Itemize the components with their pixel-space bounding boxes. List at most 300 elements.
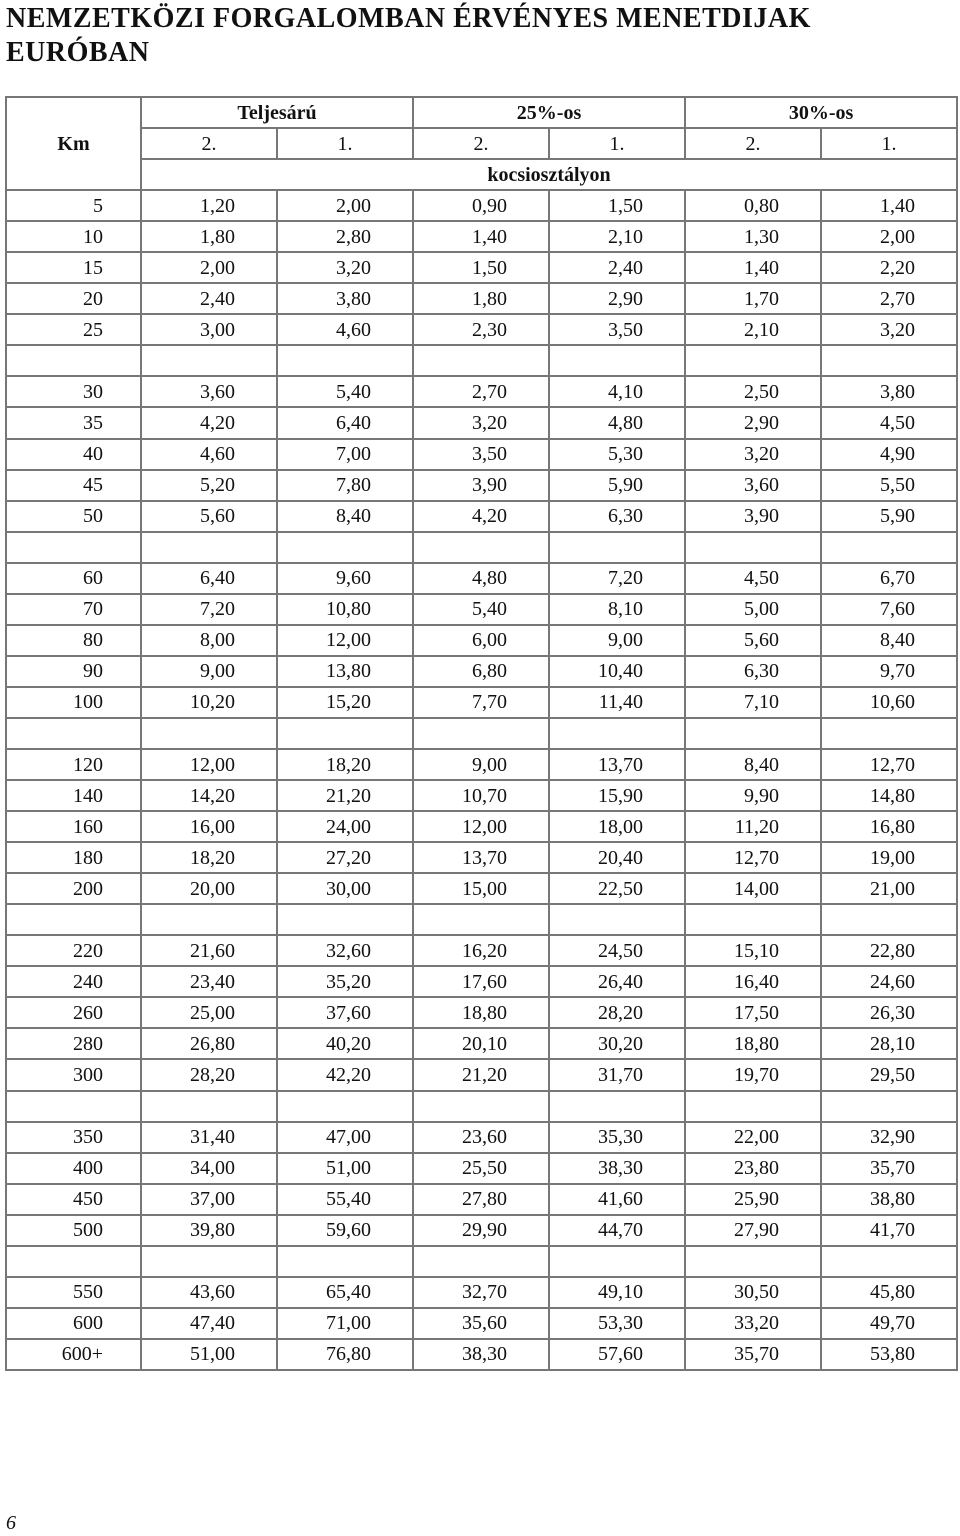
page-title — [6, 2, 906, 70]
fare-cell: 24,00 — [277, 811, 413, 842]
fare-cell: 47,40 — [141, 1308, 277, 1339]
fare-table — [5, 96, 958, 1371]
fare-cell: 20,10 — [413, 1028, 549, 1059]
fare-cell: 35,20 — [277, 966, 413, 997]
km-cell: 90 — [6, 656, 141, 687]
fare-cell: 16,20 — [413, 935, 549, 966]
fare-cell: 29,50 — [821, 1059, 957, 1090]
fare-cell: 24,60 — [821, 966, 957, 997]
fare-cell: 26,80 — [141, 1028, 277, 1059]
fare-cell: 23,40 — [141, 966, 277, 997]
fare-cell: 51,00 — [141, 1339, 277, 1370]
fare-cell: 0,80 — [685, 190, 821, 221]
fare-cell: 8,40 — [277, 501, 413, 532]
km-cell: 500 — [6, 1215, 141, 1246]
fare-cell: 28,10 — [821, 1028, 957, 1059]
fare-cell: 28,20 — [141, 1059, 277, 1090]
table-row — [6, 1339, 957, 1370]
fare-cell: 21,20 — [277, 780, 413, 811]
fare-cell: 4,20 — [141, 407, 277, 438]
table-spacer-row — [6, 904, 957, 935]
fare-cell: 4,80 — [549, 407, 685, 438]
spacer-cell — [6, 532, 141, 563]
class-header-25-1: 1. — [549, 128, 685, 159]
fare-cell: 43,60 — [141, 1277, 277, 1308]
fare-cell: 47,00 — [277, 1122, 413, 1153]
table-row — [6, 439, 957, 470]
fare-cell: 18,80 — [685, 1028, 821, 1059]
fare-cell: 35,70 — [821, 1153, 957, 1184]
fare-cell: 7,00 — [277, 439, 413, 470]
km-cell: 50 — [6, 501, 141, 532]
km-cell: 550 — [6, 1277, 141, 1308]
fare-cell: 42,20 — [277, 1059, 413, 1090]
fare-cell: 1,30 — [685, 221, 821, 252]
fare-cell: 3,90 — [413, 470, 549, 501]
spacer-cell — [549, 904, 685, 935]
fare-cell: 10,60 — [821, 687, 957, 718]
km-cell: 260 — [6, 997, 141, 1028]
km-cell: 25 — [6, 314, 141, 345]
fare-cell: 2,40 — [549, 252, 685, 283]
spacer-cell — [413, 345, 549, 376]
fare-class-header-row — [6, 128, 957, 159]
fare-table-body — [6, 97, 957, 1370]
spacer-cell — [277, 1091, 413, 1122]
fare-cell: 9,00 — [549, 625, 685, 656]
fare-cell: 41,70 — [821, 1215, 957, 1246]
km-cell: 10 — [6, 221, 141, 252]
fare-cell: 5,40 — [413, 594, 549, 625]
fare-cell: 25,90 — [685, 1184, 821, 1215]
table-row — [6, 563, 957, 594]
spacer-cell — [413, 1246, 549, 1277]
group-header-full-price: Teljesárú — [141, 97, 413, 128]
km-cell: 280 — [6, 1028, 141, 1059]
table-row — [6, 842, 957, 873]
fare-cell: 2,20 — [821, 252, 957, 283]
fare-cell: 9,00 — [413, 749, 549, 780]
class-header-25-2: 2. — [413, 128, 549, 159]
table-row — [6, 283, 957, 314]
fare-cell: 2,80 — [277, 221, 413, 252]
table-row — [6, 1153, 957, 1184]
fare-cell: 8,40 — [821, 625, 957, 656]
spacer-cell — [821, 718, 957, 749]
fare-cell: 30,50 — [685, 1277, 821, 1308]
table-row — [6, 625, 957, 656]
fare-cell: 0,90 — [413, 190, 549, 221]
table-row — [6, 407, 957, 438]
fare-cell: 55,40 — [277, 1184, 413, 1215]
fare-cell: 14,20 — [141, 780, 277, 811]
fare-cell: 10,70 — [413, 780, 549, 811]
fare-cell: 18,80 — [413, 997, 549, 1028]
km-cell: 450 — [6, 1184, 141, 1215]
fare-cell: 12,00 — [413, 811, 549, 842]
km-cell: 350 — [6, 1122, 141, 1153]
fare-cell: 2,70 — [413, 376, 549, 407]
fare-cell: 21,20 — [413, 1059, 549, 1090]
fare-cell: 3,80 — [277, 283, 413, 314]
class-header-full-2: 2. — [141, 128, 277, 159]
fare-cell: 10,80 — [277, 594, 413, 625]
fare-cell: 39,80 — [141, 1215, 277, 1246]
fare-cell: 34,00 — [141, 1153, 277, 1184]
fare-cell: 5,60 — [685, 625, 821, 656]
fare-cell: 5,20 — [141, 470, 277, 501]
spacer-cell — [413, 532, 549, 563]
table-row — [6, 1028, 957, 1059]
spacer-cell — [141, 1246, 277, 1277]
spacer-cell — [277, 1246, 413, 1277]
table-row — [6, 376, 957, 407]
spacer-cell — [413, 718, 549, 749]
fare-cell: 2,90 — [549, 283, 685, 314]
fare-cell: 14,00 — [685, 873, 821, 904]
page-title-line-2: EURÓBAN — [6, 37, 150, 68]
table-row — [6, 470, 957, 501]
fare-cell: 33,20 — [685, 1308, 821, 1339]
fare-cell: 4,80 — [413, 563, 549, 594]
fare-cell: 4,50 — [821, 407, 957, 438]
spacer-cell — [821, 345, 957, 376]
fare-cell: 35,70 — [685, 1339, 821, 1370]
fare-cell: 9,60 — [277, 563, 413, 594]
km-cell: 15 — [6, 252, 141, 283]
fare-cell: 38,30 — [549, 1153, 685, 1184]
fare-cell: 7,20 — [549, 563, 685, 594]
fare-cell: 40,20 — [277, 1028, 413, 1059]
km-cell: 5 — [6, 190, 141, 221]
fare-cell: 6,30 — [685, 656, 821, 687]
table-row — [6, 190, 957, 221]
fare-cell: 2,10 — [685, 314, 821, 345]
spacer-cell — [549, 532, 685, 563]
spacer-cell — [277, 718, 413, 749]
fare-cell: 12,00 — [141, 749, 277, 780]
spacer-cell — [277, 904, 413, 935]
fare-cell: 27,20 — [277, 842, 413, 873]
spacer-cell — [685, 904, 821, 935]
fare-cell: 18,20 — [141, 842, 277, 873]
fare-cell: 29,90 — [413, 1215, 549, 1246]
fare-cell: 7,80 — [277, 470, 413, 501]
fare-cell: 15,00 — [413, 873, 549, 904]
spacer-cell — [277, 532, 413, 563]
fare-cell: 3,50 — [413, 439, 549, 470]
class-header-30-2: 2. — [685, 128, 821, 159]
fare-cell: 6,80 — [413, 656, 549, 687]
fare-cell: 59,60 — [277, 1215, 413, 1246]
fare-cell: 3,20 — [277, 252, 413, 283]
fare-cell: 27,80 — [413, 1184, 549, 1215]
km-cell: 160 — [6, 811, 141, 842]
fare-cell: 1,50 — [549, 190, 685, 221]
spacer-cell — [413, 904, 549, 935]
fare-cell: 3,60 — [685, 470, 821, 501]
table-row — [6, 935, 957, 966]
fare-cell: 10,20 — [141, 687, 277, 718]
fare-cell: 6,00 — [413, 625, 549, 656]
fare-cell: 53,30 — [549, 1308, 685, 1339]
km-header-spacer — [6, 97, 141, 128]
fare-cell: 1,80 — [413, 283, 549, 314]
spacer-cell — [6, 1246, 141, 1277]
km-cell: 100 — [6, 687, 141, 718]
fare-cell: 4,10 — [549, 376, 685, 407]
table-spacer-row — [6, 1091, 957, 1122]
fare-cell: 16,00 — [141, 811, 277, 842]
table-row — [6, 1059, 957, 1090]
fare-cell: 5,60 — [141, 501, 277, 532]
km-cell: 45 — [6, 470, 141, 501]
fare-cell: 21,00 — [821, 873, 957, 904]
table-row — [6, 1215, 957, 1246]
fare-cell: 11,20 — [685, 811, 821, 842]
fare-cell: 57,60 — [549, 1339, 685, 1370]
table-spacer-row — [6, 718, 957, 749]
fare-cell: 8,00 — [141, 625, 277, 656]
km-cell: 600+ — [6, 1339, 141, 1370]
spacer-cell — [413, 1091, 549, 1122]
fare-cell: 2,50 — [685, 376, 821, 407]
fare-cell: 12,00 — [277, 625, 413, 656]
fare-cell: 37,60 — [277, 997, 413, 1028]
fare-cell: 5,00 — [685, 594, 821, 625]
table-row — [6, 221, 957, 252]
spacer-cell — [549, 718, 685, 749]
km-cell: 140 — [6, 780, 141, 811]
fare-cell: 19,00 — [821, 842, 957, 873]
table-row — [6, 780, 957, 811]
fare-cell: 7,20 — [141, 594, 277, 625]
fare-cell: 10,40 — [549, 656, 685, 687]
fare-cell: 2,00 — [821, 221, 957, 252]
fare-cell: 65,40 — [277, 1277, 413, 1308]
fare-cell: 16,80 — [821, 811, 957, 842]
spacer-cell — [821, 1091, 957, 1122]
fare-cell: 7,70 — [413, 687, 549, 718]
fare-cell: 13,70 — [549, 749, 685, 780]
km-cell: 20 — [6, 283, 141, 314]
fare-cell: 24,50 — [549, 935, 685, 966]
table-row — [6, 873, 957, 904]
table-row — [6, 966, 957, 997]
fare-cell: 6,30 — [549, 501, 685, 532]
fare-cell: 76,80 — [277, 1339, 413, 1370]
fare-cell: 9,90 — [685, 780, 821, 811]
km-cell: 400 — [6, 1153, 141, 1184]
fare-class-label-row — [6, 159, 957, 190]
fare-cell: 16,40 — [685, 966, 821, 997]
km-header-spacer-bottom — [6, 159, 141, 190]
fare-cell: 3,90 — [685, 501, 821, 532]
spacer-cell — [685, 1246, 821, 1277]
km-cell: 30 — [6, 376, 141, 407]
km-cell: 40 — [6, 439, 141, 470]
spacer-cell — [685, 345, 821, 376]
fare-cell: 53,80 — [821, 1339, 957, 1370]
fare-cell: 1,40 — [413, 221, 549, 252]
spacer-cell — [821, 1246, 957, 1277]
spacer-cell — [549, 1246, 685, 1277]
spacer-cell — [6, 718, 141, 749]
fare-cell: 17,50 — [685, 997, 821, 1028]
spacer-cell — [685, 1091, 821, 1122]
fare-cell: 9,00 — [141, 656, 277, 687]
fare-cell: 11,40 — [549, 687, 685, 718]
fare-cell: 13,80 — [277, 656, 413, 687]
fare-cell: 49,70 — [821, 1308, 957, 1339]
fare-cell: 32,60 — [277, 935, 413, 966]
fare-cell: 2,30 — [413, 314, 549, 345]
fare-cell: 5,30 — [549, 439, 685, 470]
fare-cell: 4,90 — [821, 439, 957, 470]
km-cell: 120 — [6, 749, 141, 780]
fare-cell: 12,70 — [685, 842, 821, 873]
km-cell: 220 — [6, 935, 141, 966]
fare-cell: 12,70 — [821, 749, 957, 780]
fare-cell: 19,70 — [685, 1059, 821, 1090]
fare-cell: 6,70 — [821, 563, 957, 594]
fare-cell: 5,90 — [821, 501, 957, 532]
fare-cell: 1,20 — [141, 190, 277, 221]
km-cell: 70 — [6, 594, 141, 625]
spacer-cell — [549, 345, 685, 376]
fare-cell: 44,70 — [549, 1215, 685, 1246]
fare-cell: 26,30 — [821, 997, 957, 1028]
spacer-cell — [821, 904, 957, 935]
fare-cell: 38,80 — [821, 1184, 957, 1215]
fare-cell: 8,40 — [685, 749, 821, 780]
fare-cell: 9,70 — [821, 656, 957, 687]
fare-cell: 6,40 — [277, 407, 413, 438]
fare-cell: 3,60 — [141, 376, 277, 407]
fare-cell: 32,90 — [821, 1122, 957, 1153]
fare-cell: 15,90 — [549, 780, 685, 811]
fare-cell: 2,00 — [277, 190, 413, 221]
fare-cell: 30,00 — [277, 873, 413, 904]
table-row — [6, 687, 957, 718]
fare-cell: 1,70 — [685, 283, 821, 314]
fare-cell: 20,40 — [549, 842, 685, 873]
spacer-cell — [549, 1091, 685, 1122]
spacer-cell — [141, 718, 277, 749]
fare-cell: 71,00 — [277, 1308, 413, 1339]
fare-group-header-row — [6, 97, 957, 128]
table-row — [6, 997, 957, 1028]
fare-cell: 13,70 — [413, 842, 549, 873]
fare-cell: 41,60 — [549, 1184, 685, 1215]
table-row — [6, 1122, 957, 1153]
fare-cell: 45,80 — [821, 1277, 957, 1308]
km-cell: 80 — [6, 625, 141, 656]
fare-cell: 15,20 — [277, 687, 413, 718]
fare-cell: 22,80 — [821, 935, 957, 966]
fare-cell: 1,40 — [685, 252, 821, 283]
fare-cell: 3,80 — [821, 376, 957, 407]
fare-cell: 30,20 — [549, 1028, 685, 1059]
fare-cell: 18,20 — [277, 749, 413, 780]
fare-cell: 3,20 — [821, 314, 957, 345]
fare-cell: 23,60 — [413, 1122, 549, 1153]
fare-cell: 22,00 — [685, 1122, 821, 1153]
fare-cell: 20,00 — [141, 873, 277, 904]
fare-cell: 1,80 — [141, 221, 277, 252]
fare-cell: 4,60 — [141, 439, 277, 470]
spacer-cell — [277, 345, 413, 376]
fare-cell: 5,90 — [549, 470, 685, 501]
km-cell: 300 — [6, 1059, 141, 1090]
km-cell: 35 — [6, 407, 141, 438]
fare-cell: 35,60 — [413, 1308, 549, 1339]
fare-cell: 3,50 — [549, 314, 685, 345]
fare-cell: 51,00 — [277, 1153, 413, 1184]
table-row — [6, 252, 957, 283]
class-header-30-1: 1. — [821, 128, 957, 159]
fare-cell: 1,40 — [821, 190, 957, 221]
km-cell: 180 — [6, 842, 141, 873]
table-spacer-row — [6, 345, 957, 376]
table-row — [6, 811, 957, 842]
spacer-cell — [821, 532, 957, 563]
group-header-25-percent: 25%-os — [413, 97, 685, 128]
fare-cell: 23,80 — [685, 1153, 821, 1184]
fare-cell: 5,40 — [277, 376, 413, 407]
fare-cell: 37,00 — [141, 1184, 277, 1215]
fare-cell: 2,70 — [821, 283, 957, 314]
fare-cell: 2,00 — [141, 252, 277, 283]
fare-cell: 3,20 — [685, 439, 821, 470]
fare-cell: 32,70 — [413, 1277, 549, 1308]
fare-cell: 21,60 — [141, 935, 277, 966]
fare-cell: 31,40 — [141, 1122, 277, 1153]
table-spacer-row — [6, 1246, 957, 1277]
table-row — [6, 594, 957, 625]
fare-cell: 38,30 — [413, 1339, 549, 1370]
fare-cell: 17,60 — [413, 966, 549, 997]
fare-cell: 6,40 — [141, 563, 277, 594]
table-row — [6, 1308, 957, 1339]
spacer-cell — [141, 1091, 277, 1122]
fare-cell: 7,10 — [685, 687, 821, 718]
fare-cell: 4,60 — [277, 314, 413, 345]
fare-cell: 25,00 — [141, 997, 277, 1028]
fare-cell: 7,60 — [821, 594, 957, 625]
fare-cell: 4,50 — [685, 563, 821, 594]
table-row — [6, 656, 957, 687]
class-label: kocsiosztályon — [141, 159, 957, 190]
fare-cell: 1,50 — [413, 252, 549, 283]
fare-cell: 18,00 — [549, 811, 685, 842]
table-row — [6, 314, 957, 345]
spacer-cell — [6, 1091, 141, 1122]
km-cell: 240 — [6, 966, 141, 997]
spacer-cell — [685, 532, 821, 563]
fare-cell: 28,20 — [549, 997, 685, 1028]
table-spacer-row — [6, 532, 957, 563]
fare-cell: 8,10 — [549, 594, 685, 625]
km-header: Km — [6, 128, 141, 159]
km-cell: 200 — [6, 873, 141, 904]
fare-cell: 2,10 — [549, 221, 685, 252]
spacer-cell — [6, 904, 141, 935]
fare-cell: 49,10 — [549, 1277, 685, 1308]
fare-cell: 15,10 — [685, 935, 821, 966]
page-title-line-1: NEMZETKÖZI FORGALOMBAN ÉRVÉNYES MENETDIJAK — [6, 3, 811, 34]
spacer-cell — [141, 345, 277, 376]
